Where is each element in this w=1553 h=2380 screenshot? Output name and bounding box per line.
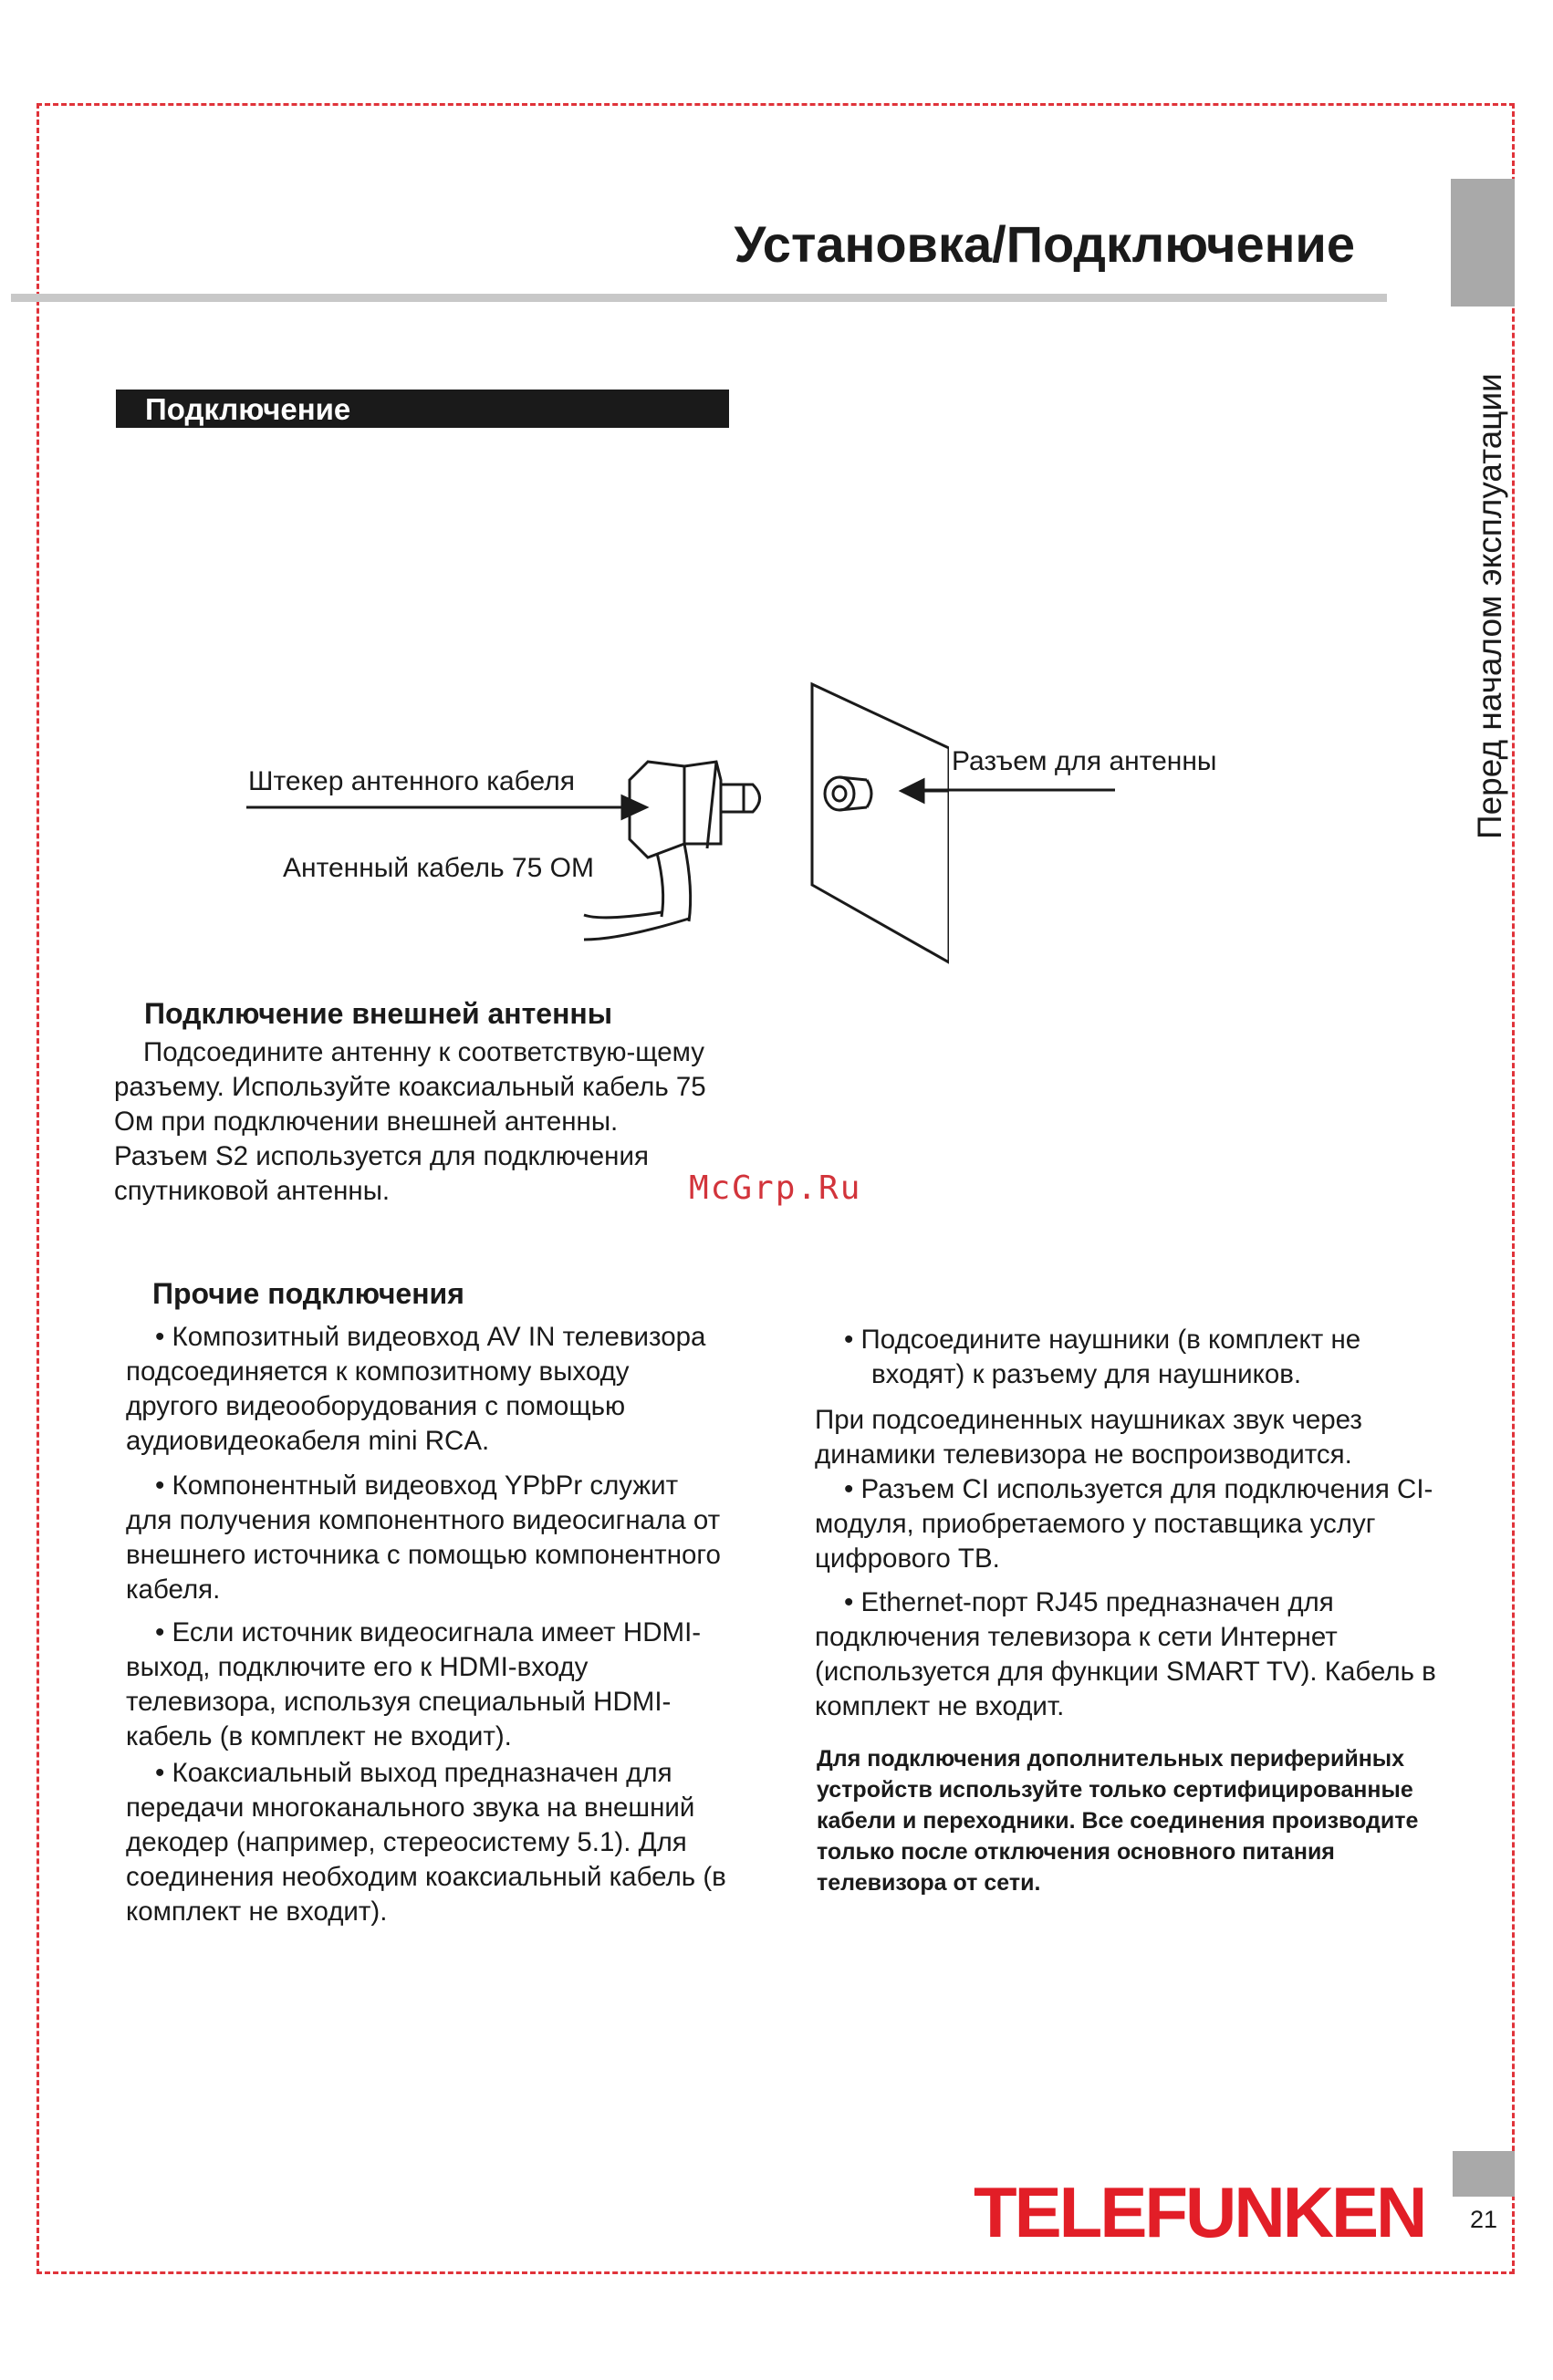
watermark: McGrp.Ru	[689, 1169, 862, 1207]
plug-arrow-line	[246, 802, 622, 813]
cable-lines	[584, 912, 689, 940]
page-number: 21	[1469, 2206, 1498, 2233]
external-antenna-heading: Подключение внешней антенны	[144, 997, 613, 1030]
socket-label: Разъем для антенны	[952, 746, 1217, 776]
composite-paragraph: • Композитный видеовход AV IN телевизора подсоединяется к композитному выходу другого видеооборудования с помощью аудиовидеокабеля mini RCA.	[126, 1322, 706, 1456]
antenna-diagram	[547, 680, 949, 972]
headphones-note: При подсоединенных наушниках звук через динамики телевизора не воспроизводится.	[815, 1405, 1362, 1470]
label-arrows	[622, 780, 949, 818]
coaxial-paragraph: • Коаксиальный выход предназначен для передачи многоканального звука на внешний декодер (например, стереосистему 5.1). Для соединения необходим коаксиальный кабель (в комплект не входит).	[126, 1758, 726, 1927]
headphones-paragraph: • Подсоедините наушники (в комплект не входят) к разъему для наушников.	[844, 1325, 1361, 1389]
page-title: Установка/Подключение	[734, 215, 1355, 273]
side-tab-marker	[1451, 179, 1515, 307]
hdmi-paragraph: • Если источник видеосигнала имеет HDMI-выход, подключите его к HDMI-входу телевизора, используя специальный HDMI-кабель (в комплект не входит).	[126, 1617, 702, 1751]
section-title: Подключение	[145, 392, 351, 426]
title-rule	[11, 294, 1387, 302]
plug-illustration	[630, 762, 760, 921]
side-tab-text: Перед началом эксплуатации	[1471, 373, 1508, 839]
antenna-socket	[812, 684, 949, 962]
warning-note: Для подключения дополнительных периферийных устройств используйте только сертифицированные кабели и переходники. Все соединения производите только после отключения основного питания телевизора от сети.	[817, 1746, 1419, 1896]
other-connections-heading: Прочие подключения	[152, 1277, 464, 1310]
side-tab	[1471, 328, 1526, 839]
external-antenna-text: Подсоедините антенну к соответствую-щему разъему. Используйте коаксиальный кабель 75 Ом при подключении внешней антенны. Разъем S2 используется для подключения спутниковой антенны.	[114, 1037, 706, 1206]
page-tab-marker	[1453, 2151, 1515, 2197]
ci-paragraph: • Разъем CI используется для подключения CI-модуля, приобретаемого у поставщика услуг цифрового ТВ.	[815, 1474, 1433, 1574]
telefunken-logo: TELEFUNKEN	[974, 2172, 1425, 2252]
component-paragraph: • Компонентный видеовход YPbPr служит для получения компонентного видеосигнала от внешнего источника с помощью компонентного кабеля.	[126, 1471, 721, 1605]
plug-label: Штекер антенного кабеля	[248, 766, 575, 796]
socket-arrow-line	[923, 785, 1115, 795]
section-header	[116, 390, 729, 428]
ethernet-paragraph: • Ethernet-порт RJ45 предназначен для подключения телевизора к сети Интернет (используется для функции SMART TV). Кабель в комплект не входит.	[815, 1587, 1436, 1721]
cable-label: Антенный кабель 75 ОМ	[283, 853, 594, 883]
